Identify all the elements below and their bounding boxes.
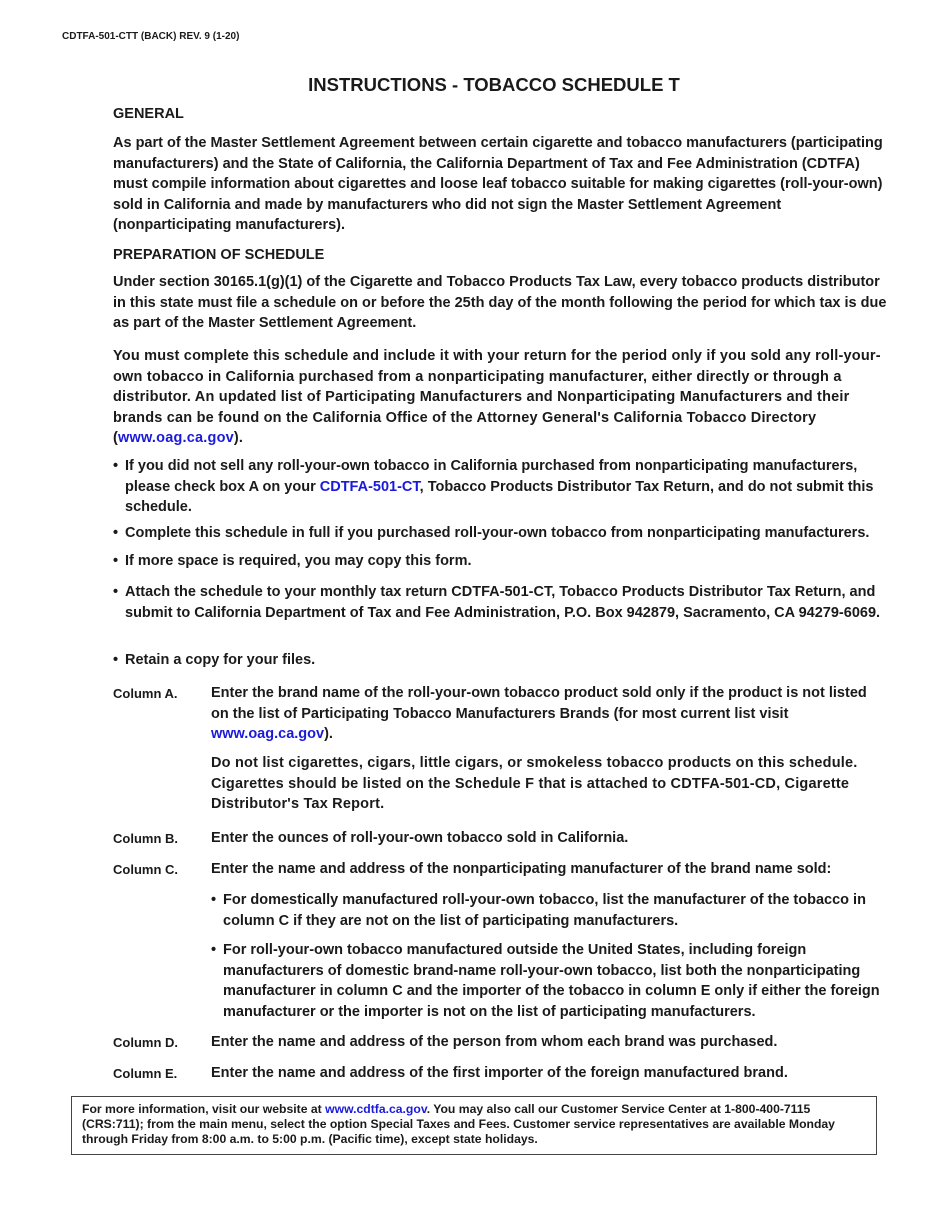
- list-item: [211, 940, 883, 1022]
- preparation-heading: PREPARATION OF SCHEDULE: [113, 247, 325, 263]
- list-item: [113, 582, 883, 623]
- bullet-glyph: •: [211, 942, 217, 958]
- cdtfa-website-link[interactable]: www.cdtfa.ca.gov: [325, 1102, 427, 1116]
- list-item: [113, 650, 883, 671]
- page-title: INSTRUCTIONS - TOBACCO SCHEDULE T: [308, 74, 680, 95]
- list-item: [211, 890, 883, 931]
- column-a-text: Enter the brand name of the roll-your-own tobacco product sold only if the product is not listed on the list of Participating Tobacco Manufacturers Brands (for most current list visit www.oag.ca.gov).: [211, 685, 867, 742]
- bullet-text: If more space is required, you may copy this form.: [125, 553, 472, 569]
- preparation-para2-end: ).: [233, 430, 244, 446]
- column-e-text: Enter the name and address of the first importer of the foreign manufactured brand.: [211, 1065, 788, 1081]
- cdtfa-501-ct-link[interactable]: CDTFA-501-CT: [319, 478, 420, 495]
- column-d-text: Enter the name and address of the person from whom each brand was purchased.: [211, 1034, 778, 1050]
- preparation-para1: Under section 30165.1(g)(1) of the Cigarette and Tobacco Products Tax Law, every tobacco products distributor in this state must file a schedule on or before the 25th day of the month following the period for which tax is due as part of the Master Settlement Agreement.: [113, 274, 887, 331]
- column-b-text: Enter the ounces of roll-your-own tobacco sold in California.: [211, 830, 629, 846]
- bullet-glyph: •: [113, 458, 119, 474]
- bullet-text: If you did not sell any roll-your-own tobacco in California purchased from nonparticipating manufacturers, please check box A on your CDTFA-501-CT, Tobacco Products Distributor Tax Return, and do not submit this schedule.: [125, 458, 874, 515]
- bullet-text: Attach the schedule to your monthly tax return CDTFA-501-CT, Tobacco Products Distributor Tax Return, and submit to California Department of Tax and Fee Administration, P.O. Box 942879, Sacramento, CA 94279-6069.: [125, 584, 881, 621]
- oag-link[interactable]: www.oag.ca.gov: [211, 726, 325, 742]
- bullet-glyph: •: [211, 892, 217, 908]
- oag-link[interactable]: www.oag.ca.gov: [118, 430, 234, 446]
- bullet-glyph: •: [113, 553, 119, 569]
- list-item: [113, 456, 883, 518]
- preparation-para2-text: You must complete this schedule and include it with your return for the period only if you sold any roll-your-own tobacco in California purchased from a nonparticipating manufacturer, either directly or through a distributor. An updated list of Participating Manufacturers and Nonparticipating Manufacturers and their brands can be found on the California Office of the Attorney General's California Tobacco Directory (: [113, 348, 881, 446]
- column-c-label: Column C.: [113, 862, 178, 877]
- form-id: CDTFA-501-CTT (BACK) REV. 9 (1-20): [62, 31, 240, 42]
- column-e-label: Column E.: [113, 1066, 178, 1081]
- info-box: [71, 1096, 877, 1155]
- column-b-label: Column B.: [113, 831, 178, 846]
- bullet-glyph: •: [113, 652, 119, 668]
- info-text: For more information, visit our website at www.cdtfa.ca.gov. You may also call our Customer Service Center at 1-800-400-7115 (CRS:711); from the main menu, select the option Special Taxes and Fees. Customer service representatives are available Monday through Friday from 8:00 a.m. to 5:00 p.m. (Pacific time), except state holidays.: [82, 1102, 835, 1146]
- bullet-text: For domestically manufactured roll-your-own tobacco, list the manufacturer of the tobacco in column C if they are not on the list of participating manufacturers.: [223, 892, 866, 929]
- preparation-para2: [113, 346, 885, 449]
- bullet-text: Complete this schedule in full if you purchased roll-your-own tobacco from nonparticipating manufacturers.: [125, 525, 870, 541]
- list-item: [113, 551, 883, 572]
- bullet-glyph: •: [113, 584, 119, 600]
- column-c-text: Enter the name and address of the nonparticipating manufacturer of the brand name sold:: [211, 861, 832, 877]
- list-item: [113, 523, 888, 544]
- column-d-label: Column D.: [113, 1035, 178, 1050]
- general-text: As part of the Master Settlement Agreement between certain cigarette and tobacco manufacturers (participating manufacturers) and the State of California, the California Department of Tax and Fee Administration (CDTFA) must compile information about cigarettes and loose leaf tobacco suitable for making cigarettes (roll-your-own) sold in California and made by manufacturers who did not sign the Master Settlement Agreement (nonparticipating manufacturers).: [113, 135, 883, 233]
- bullet-glyph: •: [113, 525, 119, 541]
- bullet-text: Retain a copy for your files.: [125, 652, 316, 668]
- column-a-note: Do not list cigarettes, cigars, little cigars, or smokeless tobacco products on this schedule. Cigarettes should be listed on the Schedule F that is attached to CDTFA-501-CD, Cigarette Distributor's Tax Report.: [211, 755, 858, 812]
- column-a-label: Column A.: [113, 686, 178, 701]
- bullet-text: For roll-your-own tobacco manufactured outside the United States, including foreign manufacturers of domestic brand-name roll-your-own tobacco, list both the nonparticipating manufacturer in column C and the importer of the tobacco in column E only if either the foreign manufacturer or the importer is not on the list of participating manufacturers.: [223, 942, 880, 1020]
- general-heading: GENERAL: [113, 106, 184, 122]
